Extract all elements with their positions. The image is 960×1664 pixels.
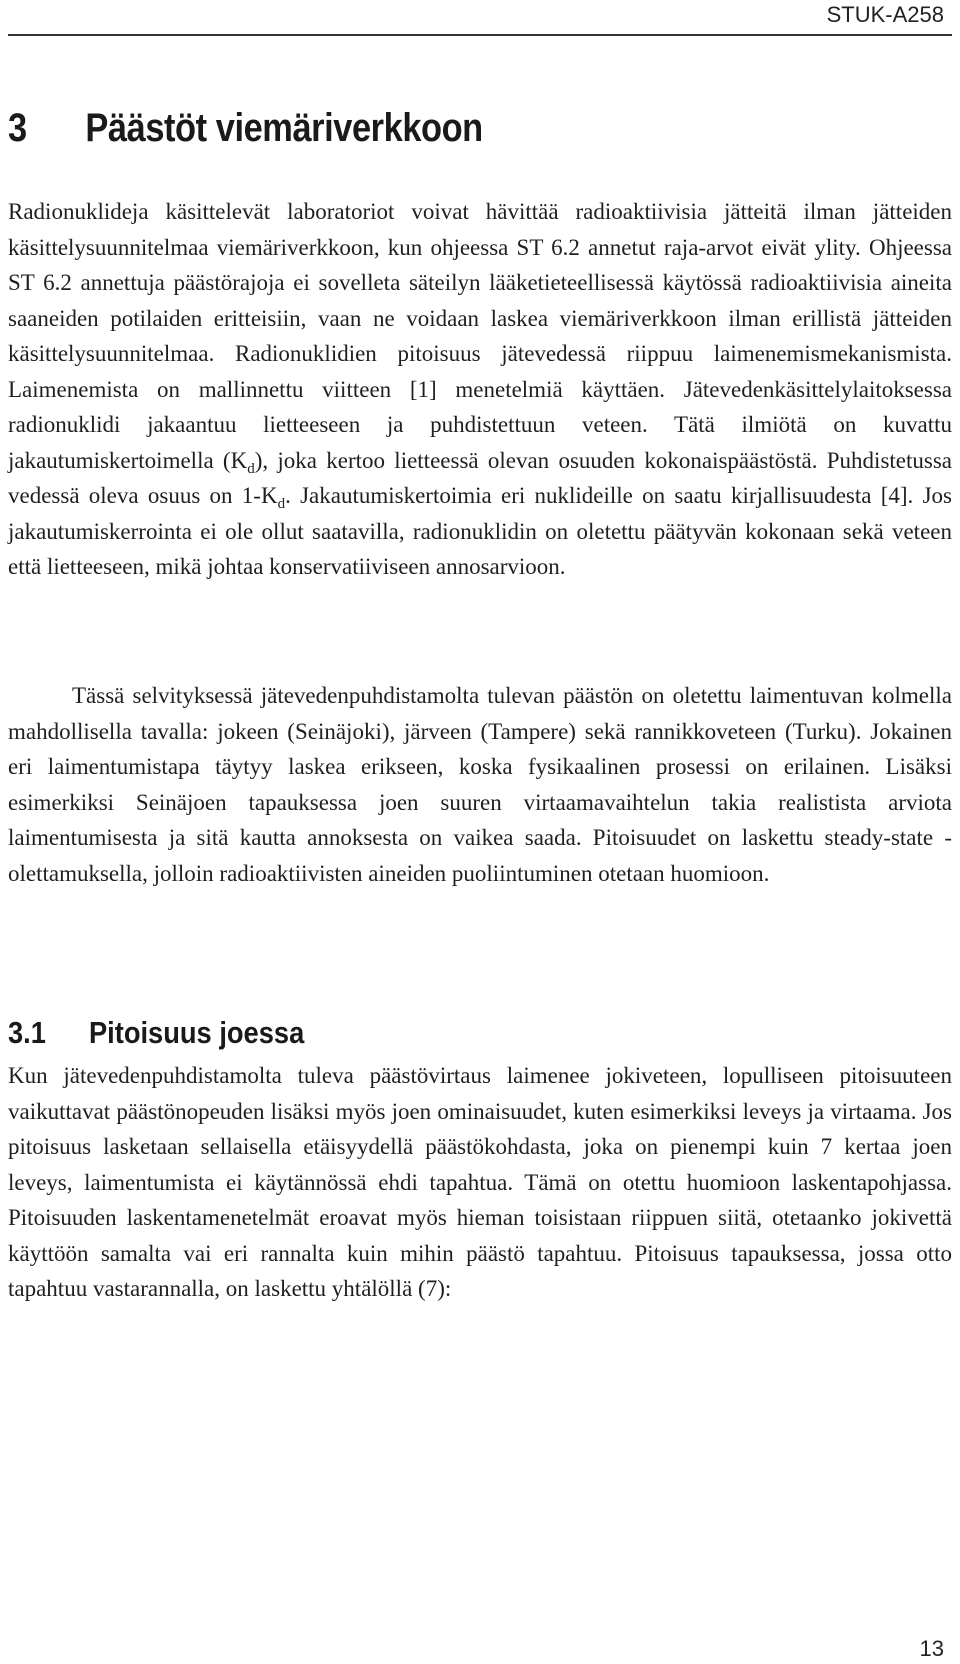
- paragraph-discharge-rules: [8, 194, 952, 585]
- page-number: 13: [919, 1636, 944, 1661]
- subsection-title: Pitoisuus joessa: [88, 1015, 305, 1050]
- report-code: STUK-A258: [826, 2, 944, 27]
- paragraph-text: ), joka kertoo lietteessä olevan osuuden kokonaispäästöstä. Puhdistetussa vedessä oleva osuus on 1-K: [8, 447, 952, 508]
- paragraph-river-concentration: Kun jätevedenpuhdistamolta tuleva päästövirtaus laimenee jokiveteen, lopulliseen pitoisuuteen vaikuttavat päästönopeuden lisäksi myös joen ominaisuudet, kuten esimerkiksi leveys ja virtaama. Jos pitoisuus lasketaan sellaisella etäisyydellä päästökohdasta, joka on pienempi kuin 7 kertaa joen leveys, laimentumista ei käytännössä ehdi tapahtua. Tämä on otettu huomioon laskentapohjassa. Pitoisuuden laskentamenetelmät eroavat myös hieman toisistaan riippuen siitä, otetaanko jokivettä käyttöön samalta vai eri rannalta kuin mihin päästö tapahtuu. Pitoisuus tapauksessa, jossa otto tapahtuu vastarannalla, on laskettu yhtälöllä (7):: [8, 1063, 952, 1301]
- header-divider: [8, 34, 952, 36]
- paragraph-dilution-methods: Tässä selvityksessä jätevedenpuhdistamolta tulevan päästön on oletettu laimentuvan kolmella mahdollisella tavalla: jokeen (Seinäjoki), järveen (Tampere) sekä rannikkoveteen (Turku). Jokainen eri laimentumistapa täytyy laskea erikseen, koska fysikaalinen prosessi on erilainen. Lisäksi esimerkiksi Seinäjoen tapauksessa joen suuren virtaamavaihtelun takia realistista arviota laimentumisesta ja sitä kautta annoksesta on vaikea saada. Pitoisuudet on laskettu steady-state -olettamuksella, jolloin radioaktiivisten aineiden puoliintuminen otetaan huomioon.: [8, 683, 952, 886]
- section-heading: [8, 106, 483, 151]
- subscript-d: d: [277, 496, 286, 512]
- subscript-d: d: [247, 460, 255, 477]
- subsection-number: 3.1: [8, 1015, 46, 1050]
- section-number: 3: [8, 106, 27, 150]
- subsection-heading: [8, 1015, 304, 1051]
- section-title: Päästöt viemäriverkkoon: [85, 106, 483, 150]
- paragraph-text: Radionuklideja käsittelevät laboratoriot voivat hävittää radioaktiivisia jätteitä ilman jätteiden käsittelysuunnitelmaa viemäriverkkoon, kun ohjeessa ST 6.2 annetut raja-arvot eivät ylity. Ohjeessa ST 6.2 annettuja päästörajoja ei sovelleta säteilyn lääketieteellisessä käytössä radioaktiivisia aineita saaneiden potilaiden eritteisiin, vaan ne voidaan laskea viemäriverkkoon ilman erillistä jätteiden käsittelysuunnitelmaa. Radionuklidien pitoisuus jätevedessä riippuu laimenemismekanismista. Laimenemista on mallinnettu viitteen [1] menetelmiä käyttäen. Jätevedenkäsittelylaitoksessa radionuklidi jakaantuu lietteeseen ja puhdistettuun veteen. Tätä ilmiötä on kuvattu jakautumiskertoimella (K: [8, 199, 952, 473]
- paragraph-text: . Jakautumiskertoimia eri nuklideille on saatu kirjallisuudesta [4]. Jos jakautumiskerrointa ei ole ollut saatavilla, radionuklidin on oletettu päätyvän kokonaan sekä veteen että lietteeseen, mikä johtaa konservatiiviseen annosarvioon.: [8, 483, 952, 579]
